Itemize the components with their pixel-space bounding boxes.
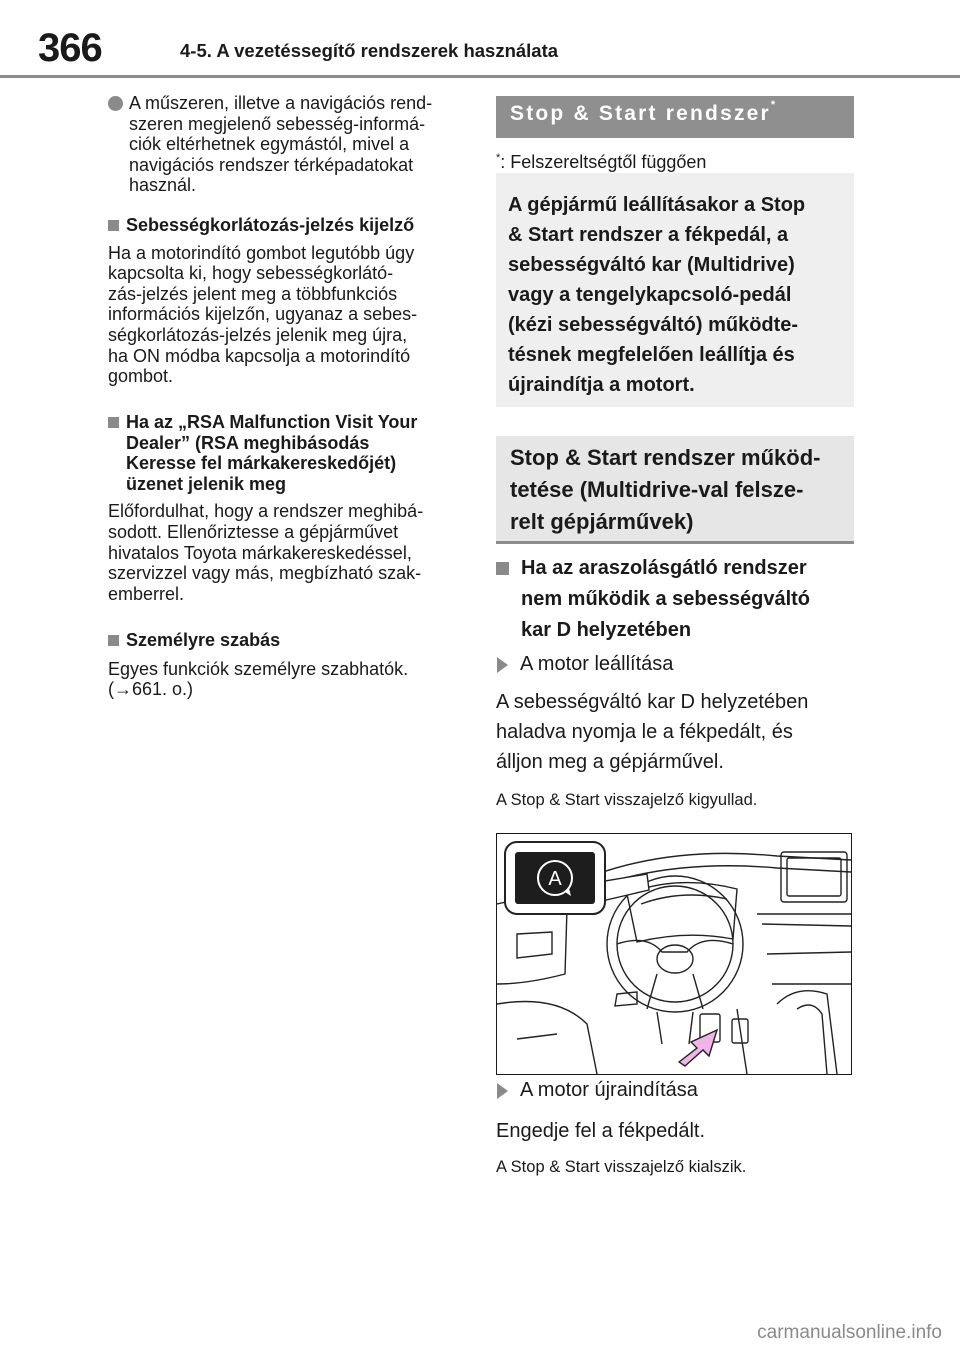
section-heading: Személyre szabás xyxy=(126,630,281,650)
section-speed-limit xyxy=(108,215,470,387)
footnote-asterisk: * xyxy=(496,152,501,164)
square-bullet-icon xyxy=(108,635,119,646)
chapter-title: Stop & Start rendszer xyxy=(510,102,771,125)
bullet-dot-icon xyxy=(108,96,123,111)
dashboard-drawing xyxy=(497,834,851,1074)
section-title: 4-5. A vezetéssegítő rendszerek használata xyxy=(180,40,559,61)
watermark: carmanualsonline.info xyxy=(757,1322,942,1343)
subheading-box: Stop & Start rendszer működ- tetése (Multidrive-val felsze- relt gépjárművek) xyxy=(496,436,854,544)
condition-heading xyxy=(496,553,854,646)
chapter-title-bar xyxy=(496,96,854,138)
condition-text: Ha az araszolásgátló rendszer nem működik a sebességváltó kar D helyzetében xyxy=(521,557,811,641)
section-body: Egyes funkciók személyre szabhatók. (→661. o.) xyxy=(108,658,409,700)
footnote xyxy=(496,152,706,173)
square-bullet-icon xyxy=(108,417,119,428)
step2-note: A Stop & Start visszajelző kialszik. xyxy=(496,1158,747,1176)
indicator-symbol-label: A xyxy=(548,868,562,890)
section-customization xyxy=(108,630,470,700)
section-heading: Ha az „RSA Malfunction Visit Your Dealer” (RSA meghibásodás Keresse fel márkakereskedőjét) üzenet jelenik meg xyxy=(126,412,418,494)
step1-note: A Stop & Start visszajelző kigyullad. xyxy=(496,791,758,809)
intro-box: A gépjármű leállításakor a Stop & Start rendszer a fékpedál, a sebességváltó kar (Multidrive) vagy a tengelykapcsoló-pedál (kézi sebességváltó) működte- tésnek megfelelően leállítja és újraindítja a motort. xyxy=(496,173,854,407)
bullet-text: A műszeren, illetve a navigációs rend- szeren megjelenő sebesség-informá- ciók eltérhetnek egymástól, mivel a navigációs rendszer térképadatokat használ. xyxy=(129,93,433,196)
section-rsa-malfunction xyxy=(108,412,470,604)
press-arrow-icon xyxy=(679,1030,717,1066)
square-bullet-icon xyxy=(496,562,509,575)
section-body: Ha a motorindító gombot legutóbb úgy kapcsolta ki, hogy sebességkorlátó- zás-jelzés jelent meg a többfunkciós információs kijelzőn, ugyanaz a sebes- ségkorlátozás-jelzés jelenik meg újra, ha ON módba kapcsolja a motorindító gombot. xyxy=(108,242,418,387)
step-label: A motor leállítása xyxy=(520,653,674,675)
section-body: Előfordulhat, hogy a rendszer meghibá- sodott. Ellenőriztesse a gépjárművet hivatalos Toyota márkakereskedéssel, szervizzel vagy más, megbízható szak- emberrel. xyxy=(108,501,424,604)
info-bullet xyxy=(108,93,470,196)
step-engine-stop xyxy=(497,653,673,676)
step2-instruction: Engedje fel a fékpedált. xyxy=(496,1120,706,1142)
square-bullet-icon xyxy=(108,220,119,231)
triangle-arrow-icon xyxy=(497,1083,508,1099)
title-asterisk: * xyxy=(770,99,776,111)
dashboard-illustration xyxy=(496,833,852,1075)
triangle-arrow-icon xyxy=(497,657,508,673)
page-number: 366 xyxy=(38,26,102,70)
step-engine-restart xyxy=(497,1079,698,1102)
step-label: A motor újraindítása xyxy=(520,1079,698,1101)
step1-instruction: A sebességváltó kar D helyzetében haladva nyomja le a fékpedált, és álljon meg a gépjárművel. xyxy=(496,691,809,773)
section-heading: Sebességkorlátozás-jelzés kijelző xyxy=(126,215,415,235)
footnote-text: : Felszereltségtől függően xyxy=(500,152,707,172)
header-divider xyxy=(0,75,960,78)
